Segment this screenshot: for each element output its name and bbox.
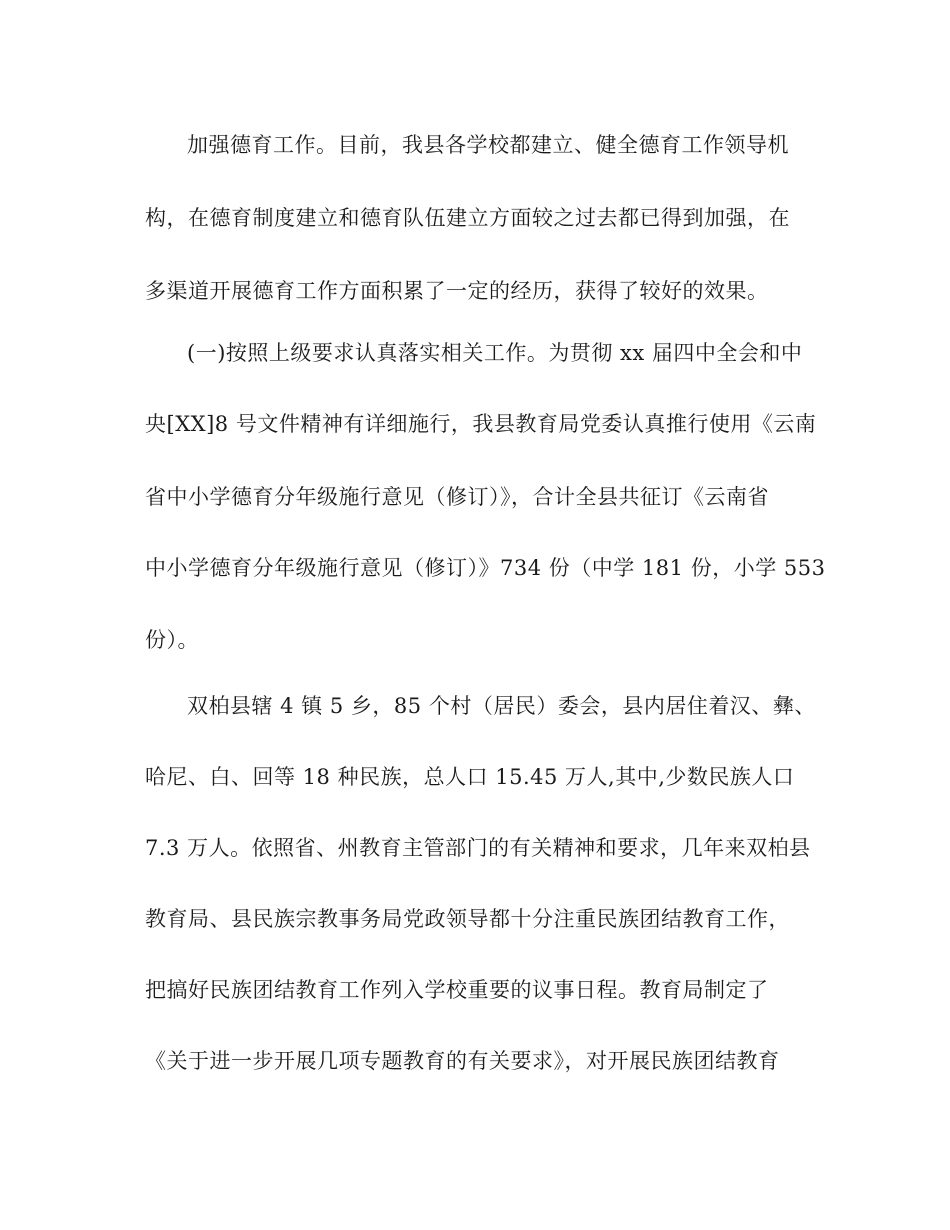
text-line-7: 中小学德育分年级施行意见（修订）》734 份（中学 181 份，小学 553 bbox=[145, 556, 826, 580]
text-line-12: 教育局、县民族宗教事务局党政领导都十分注重民族团结教育工作， bbox=[145, 907, 790, 931]
text-line-4: (一)按照上级要求认真落实相关工作。为贯彻 xx 届四中全会和中 bbox=[187, 341, 803, 365]
text-line-11: 7.3 万人。依照省、州教育主管部门的有关精神和要求，几年来双柏县 bbox=[145, 836, 811, 860]
text-line-6: 省中小学德育分年级施行意见（修订）》，合计全县共征订《云南省 bbox=[145, 485, 769, 509]
text-line-14: 《关于进一步开展几项专题教育的有关要求》，对开展民族团结教育 bbox=[145, 1049, 780, 1073]
text-line-2: 构，在德育制度建立和德育队伍建立方面较之过去都已得到加强，在 bbox=[145, 206, 790, 230]
text-line-1: 加强德育工作。目前，我县各学校都建立、健全德育工作领导机 bbox=[187, 133, 789, 157]
text-line-13: 把搞好民族团结教育工作列入学校重要的议事日程。教育局制定了 bbox=[145, 978, 769, 1002]
text-line-8: 份）。 bbox=[145, 628, 199, 652]
text-line-9: 双柏县辖 4 镇 5 乡，85 个村（居民）委会，县内居住着汉、彝、 bbox=[187, 694, 816, 718]
text-line-5: 央[XX]8 号文件精神有详细施行，我县教育局党委认真推行使用《云南 bbox=[145, 412, 817, 436]
text-line-3: 多渠道开展德育工作方面积累了一定的经历，获得了较好的效果。 bbox=[145, 279, 769, 303]
text-line-10: 哈尼、白、回等 18 种民族，总人口 15.45 万人,其中,少数民族人口 bbox=[145, 765, 795, 789]
